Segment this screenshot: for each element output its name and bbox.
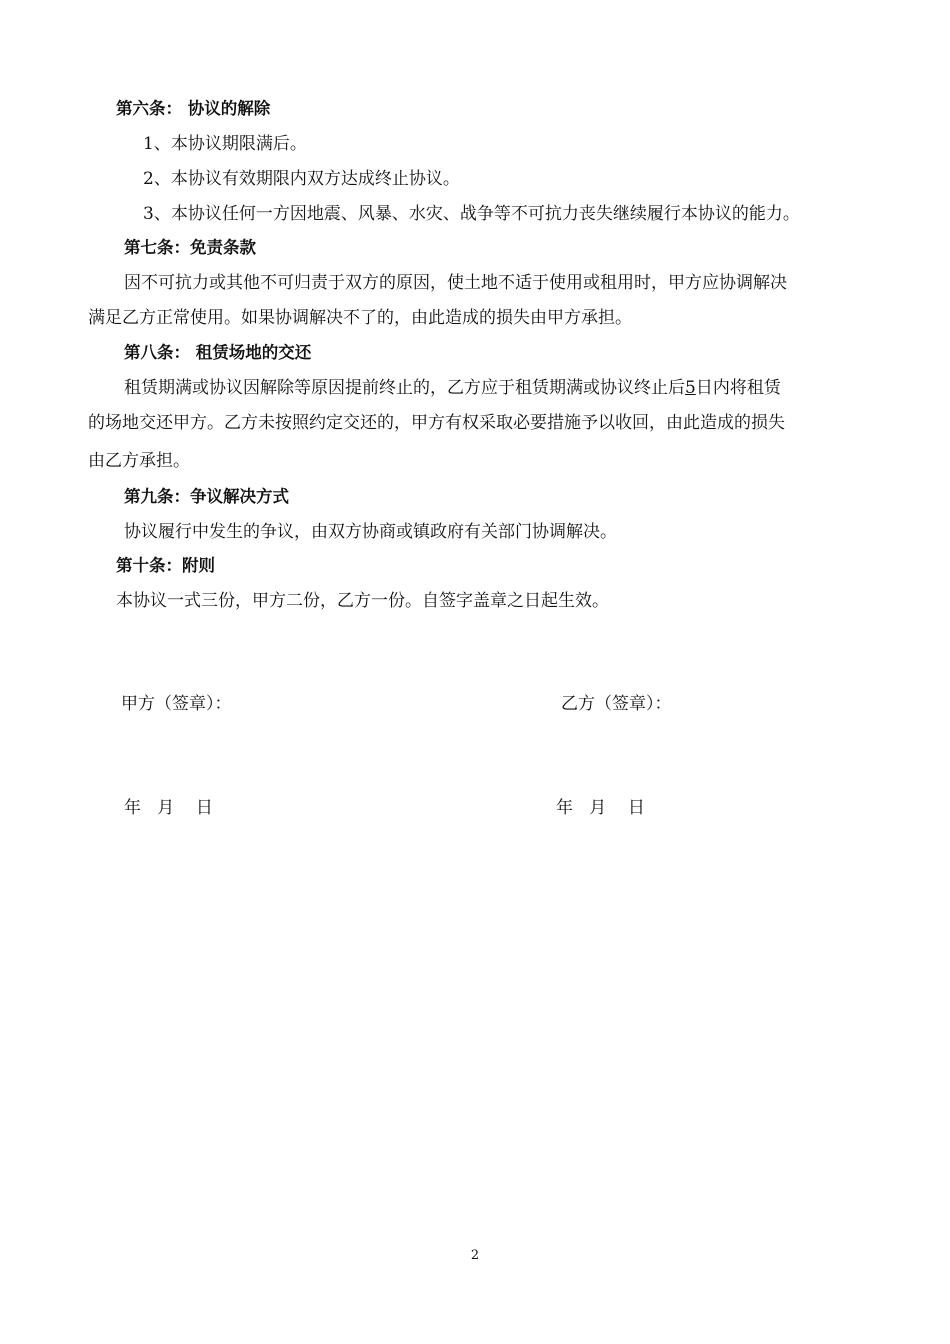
article-9-line-1: 协议履行中发生的争议，由双方协商或镇政府有关部门协调解决。 — [124, 522, 617, 542]
article-7-line-1: 因不可抗力或其他不可归责于双方的原因，使土地不适于使用或租用时，甲方应协调解决 — [124, 273, 787, 293]
party-a-signature-label: 甲方（签章）： — [121, 694, 232, 714]
article-6-item-1: 1、本协议期限满后。 — [143, 134, 307, 154]
article-7-line-2: 满足乙方正常使用。如果协调解决不了的，由此造成的损失由甲方承担。 — [88, 308, 632, 328]
article-8-line-3: 由乙方承担。 — [88, 451, 190, 471]
article-10-heading: 第十条：附则 — [116, 556, 215, 575]
article-10-line-1: 本协议一式三份，甲方二份，乙方一份。自签字盖章之日起生效。 — [116, 591, 609, 611]
article-6-heading: 第六条： 协议的解除 — [116, 99, 271, 118]
article-8-line-1-post: 日内将租赁 — [695, 378, 781, 398]
return-days-value: 5 — [685, 378, 696, 398]
article-7-heading: 第七条：免责条款 — [124, 238, 256, 257]
article-6-item-2: 2、本协议有效期限内双方达成终止协议。 — [143, 169, 460, 189]
page-number: 2 — [470, 1248, 480, 1263]
party-b-signature-label: 乙方（签章）： — [561, 694, 672, 714]
article-6-item-3: 3、本协议任何一方因地震、风暴、水灾、战争等不可抗力丧失继续履行本协议的能力。 — [143, 204, 800, 224]
party-b-date: 年 月 日 — [556, 798, 645, 818]
party-a-date: 年 月 日 — [124, 798, 213, 818]
article-8-heading: 第八条： 租赁场地的交还 — [124, 343, 312, 362]
article-8-line-1 — [124, 377, 781, 399]
article-9-heading: 第九条：争议解决方式 — [124, 487, 289, 506]
article-8-line-2: 的场地交还甲方。乙方未按照约定交还的，甲方有权采取必要措施予以收回，由此造成的损失 — [88, 413, 785, 433]
article-8-line-1-pre: 租赁期满或协议因解除等原因提前终止的，乙方应于租赁期满或协议终止后 — [124, 378, 685, 398]
